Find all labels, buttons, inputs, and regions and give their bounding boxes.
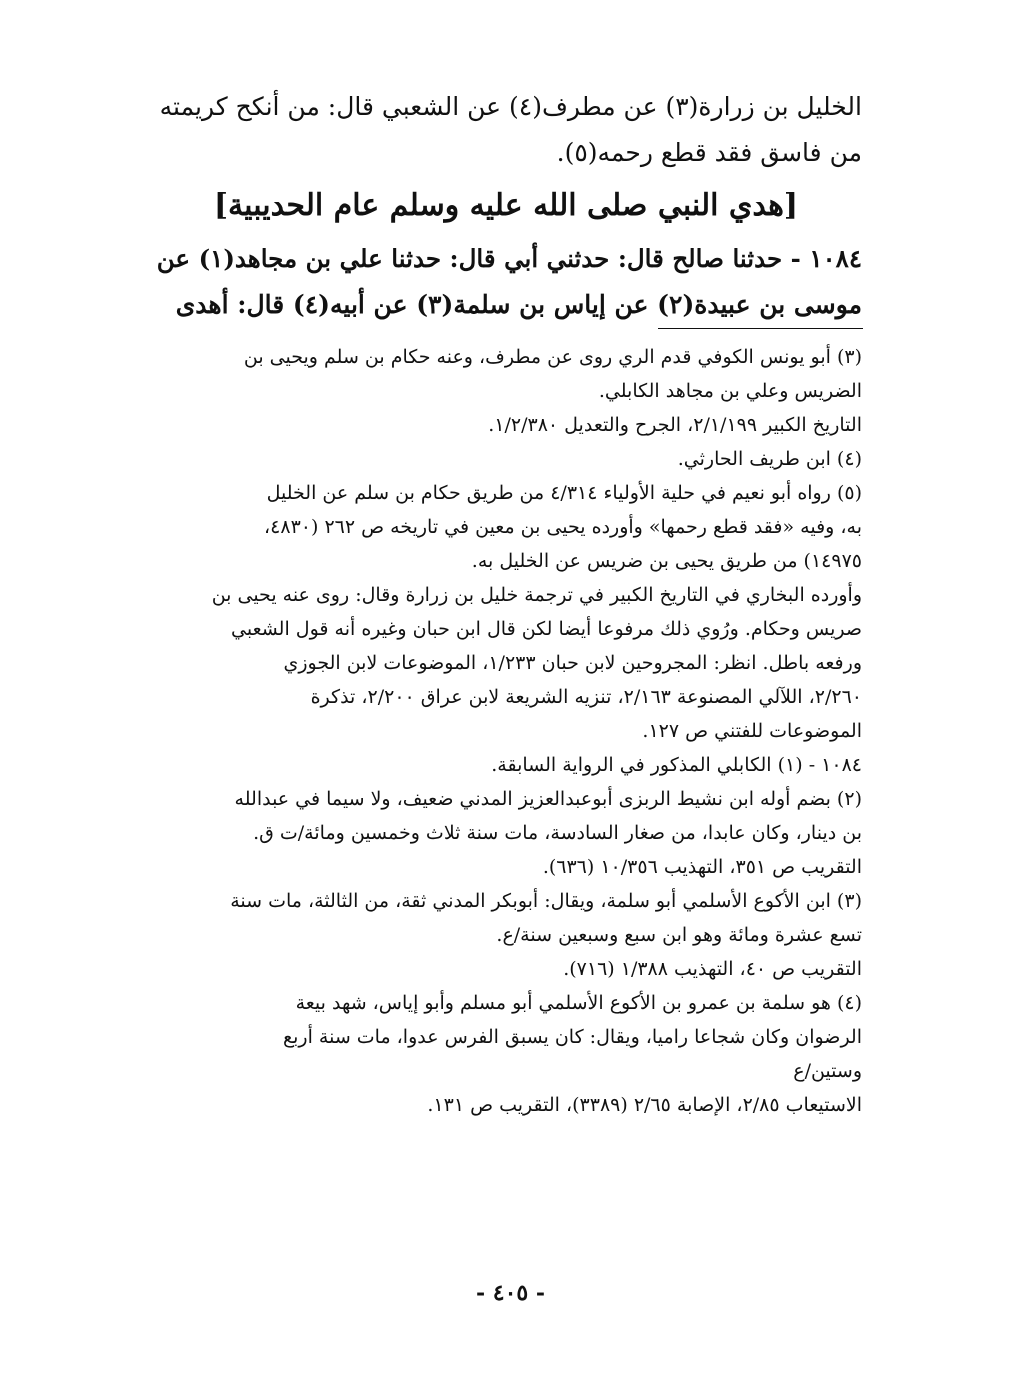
footnote-line: (٣) ابن الأكوع الأسلمي أبو سلمة، ويقال: أبوبكر المدني ثقة، من الثالثة، مات سنة — [230, 890, 862, 912]
footnote-line: ١٠٨٤ - (١) الكابلي المذكور في الرواية السابقة. — [491, 754, 862, 776]
footnote-line: تسع عشرة ومائة وهو ابن سبع وسبعين سنة/ع. — [496, 924, 862, 946]
footnote-separator — [658, 328, 863, 329]
footnote-line: ورفعه باطل. انظر: المجروحين لابن حبان ١/٢٣٣، الموضوعات لابن الجوزي — [283, 652, 862, 674]
footnote-line: بن دينار، وكان عابدا، من صغار السادسة، مات سنة ثلاث وخمسين ومائة/ت ق. — [253, 822, 862, 844]
footnote-line: (٢) بضم أوله ابن نشيط الربزى أبوعبدالعزيز المدني ضعيف، ولا سيما في عبدالله — [234, 788, 862, 810]
footnote-line: صريس وحكام. ورُوي ذلك مرفوعا أيضا لكن قال ابن حبان وغيره أنه قول الشعبي — [231, 618, 862, 640]
footnote-line: وأورده البخاري في التاريخ الكبير في ترجمة خليل بن زرارة وقال: روى عنه يحيى بن — [211, 584, 862, 606]
page-number: - ٤٠٥ - — [475, 1280, 546, 1306]
main-line: من فاسق فقد قطع رحمه(٥). — [556, 138, 862, 167]
footnotes — [150, 340, 862, 1122]
footnote-line: (٥) رواه أبو نعيم في حلية الأولياء ٤/٣١٤ من طريق حكام بن سلم عن الخليل — [266, 482, 862, 504]
footnote-line: الموضوعات للفتني ص ١٢٧. — [642, 720, 862, 742]
footnote-line: التقريب ص ٤٠، التهذيب ١/٣٨٨ (٧١٦). — [563, 958, 862, 980]
footnote-line: وستين/ع — [793, 1060, 862, 1082]
hadith-line: موسى بن عبيدة(٢) عن إياس بن سلمة(٣) عن أبيه(٤) قال: أهدى — [175, 290, 862, 319]
footnote-line: (٤) هو سلمة بن عمرو بن الأكوع الأسلمي أبو مسلم وأبو إياس، شهد بيعة — [295, 992, 862, 1014]
footnote-line: به، وفيه «فقد قطع رحمها» وأورده يحيى بن معين في تاريخه ص ٢٦٢ (٤٨٣٠، — [264, 516, 862, 538]
footnote-line: التاريخ الكبير ٢/١/١٩٩، الجرح والتعديل ١/٢/٣٨٠. — [488, 414, 862, 436]
footnote-line: الرضوان وكان شجاعا راميا، ويقال: كان يسبق الفرس عدوا، مات سنة أربع — [283, 1026, 862, 1048]
footnote-line: الاستيعاب ٢/٨٥، الإصابة ٢/٦٥ (٣٣٨٩)، التقريب ص ١٣١. — [427, 1094, 862, 1116]
main-line: الخليل بن زرارة(٣) عن مطرف(٤) عن الشعبي قال: من أنكح كريمته — [159, 92, 862, 121]
footnote-line: ٢/٢٦٠، اللآلي المصنوعة ٢/١٦٣، تنزيه الشريعة لابن عراق ٢/٢٠٠، تذكرة — [310, 686, 862, 708]
hadith-line: ١٠٨٤ - حدثنا صالح قال: حدثني أبي قال: حدثنا علي بن مجاهد(١) عن — [156, 244, 862, 273]
main-text — [150, 84, 862, 328]
footnote-line: (٣) أبو يونس الكوفي قدم الري روى عن مطرف، وعنه حكام بن سلم ويحيى بن — [243, 346, 862, 368]
section-heading: [هدي النبي صلى الله عليه وسلم عام الحديبية] — [213, 188, 799, 223]
footnote-line: (٤) ابن طريف الحارثي. — [677, 448, 862, 470]
footnote-line: الضريس وعلي بن مجاهد الكابلي. — [598, 380, 862, 402]
footnote-line: ١٤٩٧٥) من طريق يحيى بن ضريس عن الخليل به. — [471, 550, 862, 572]
footnote-line: التقريب ص ٣٥١، التهذيب ١٠/٣٥٦ (٦٣٦). — [542, 856, 862, 878]
